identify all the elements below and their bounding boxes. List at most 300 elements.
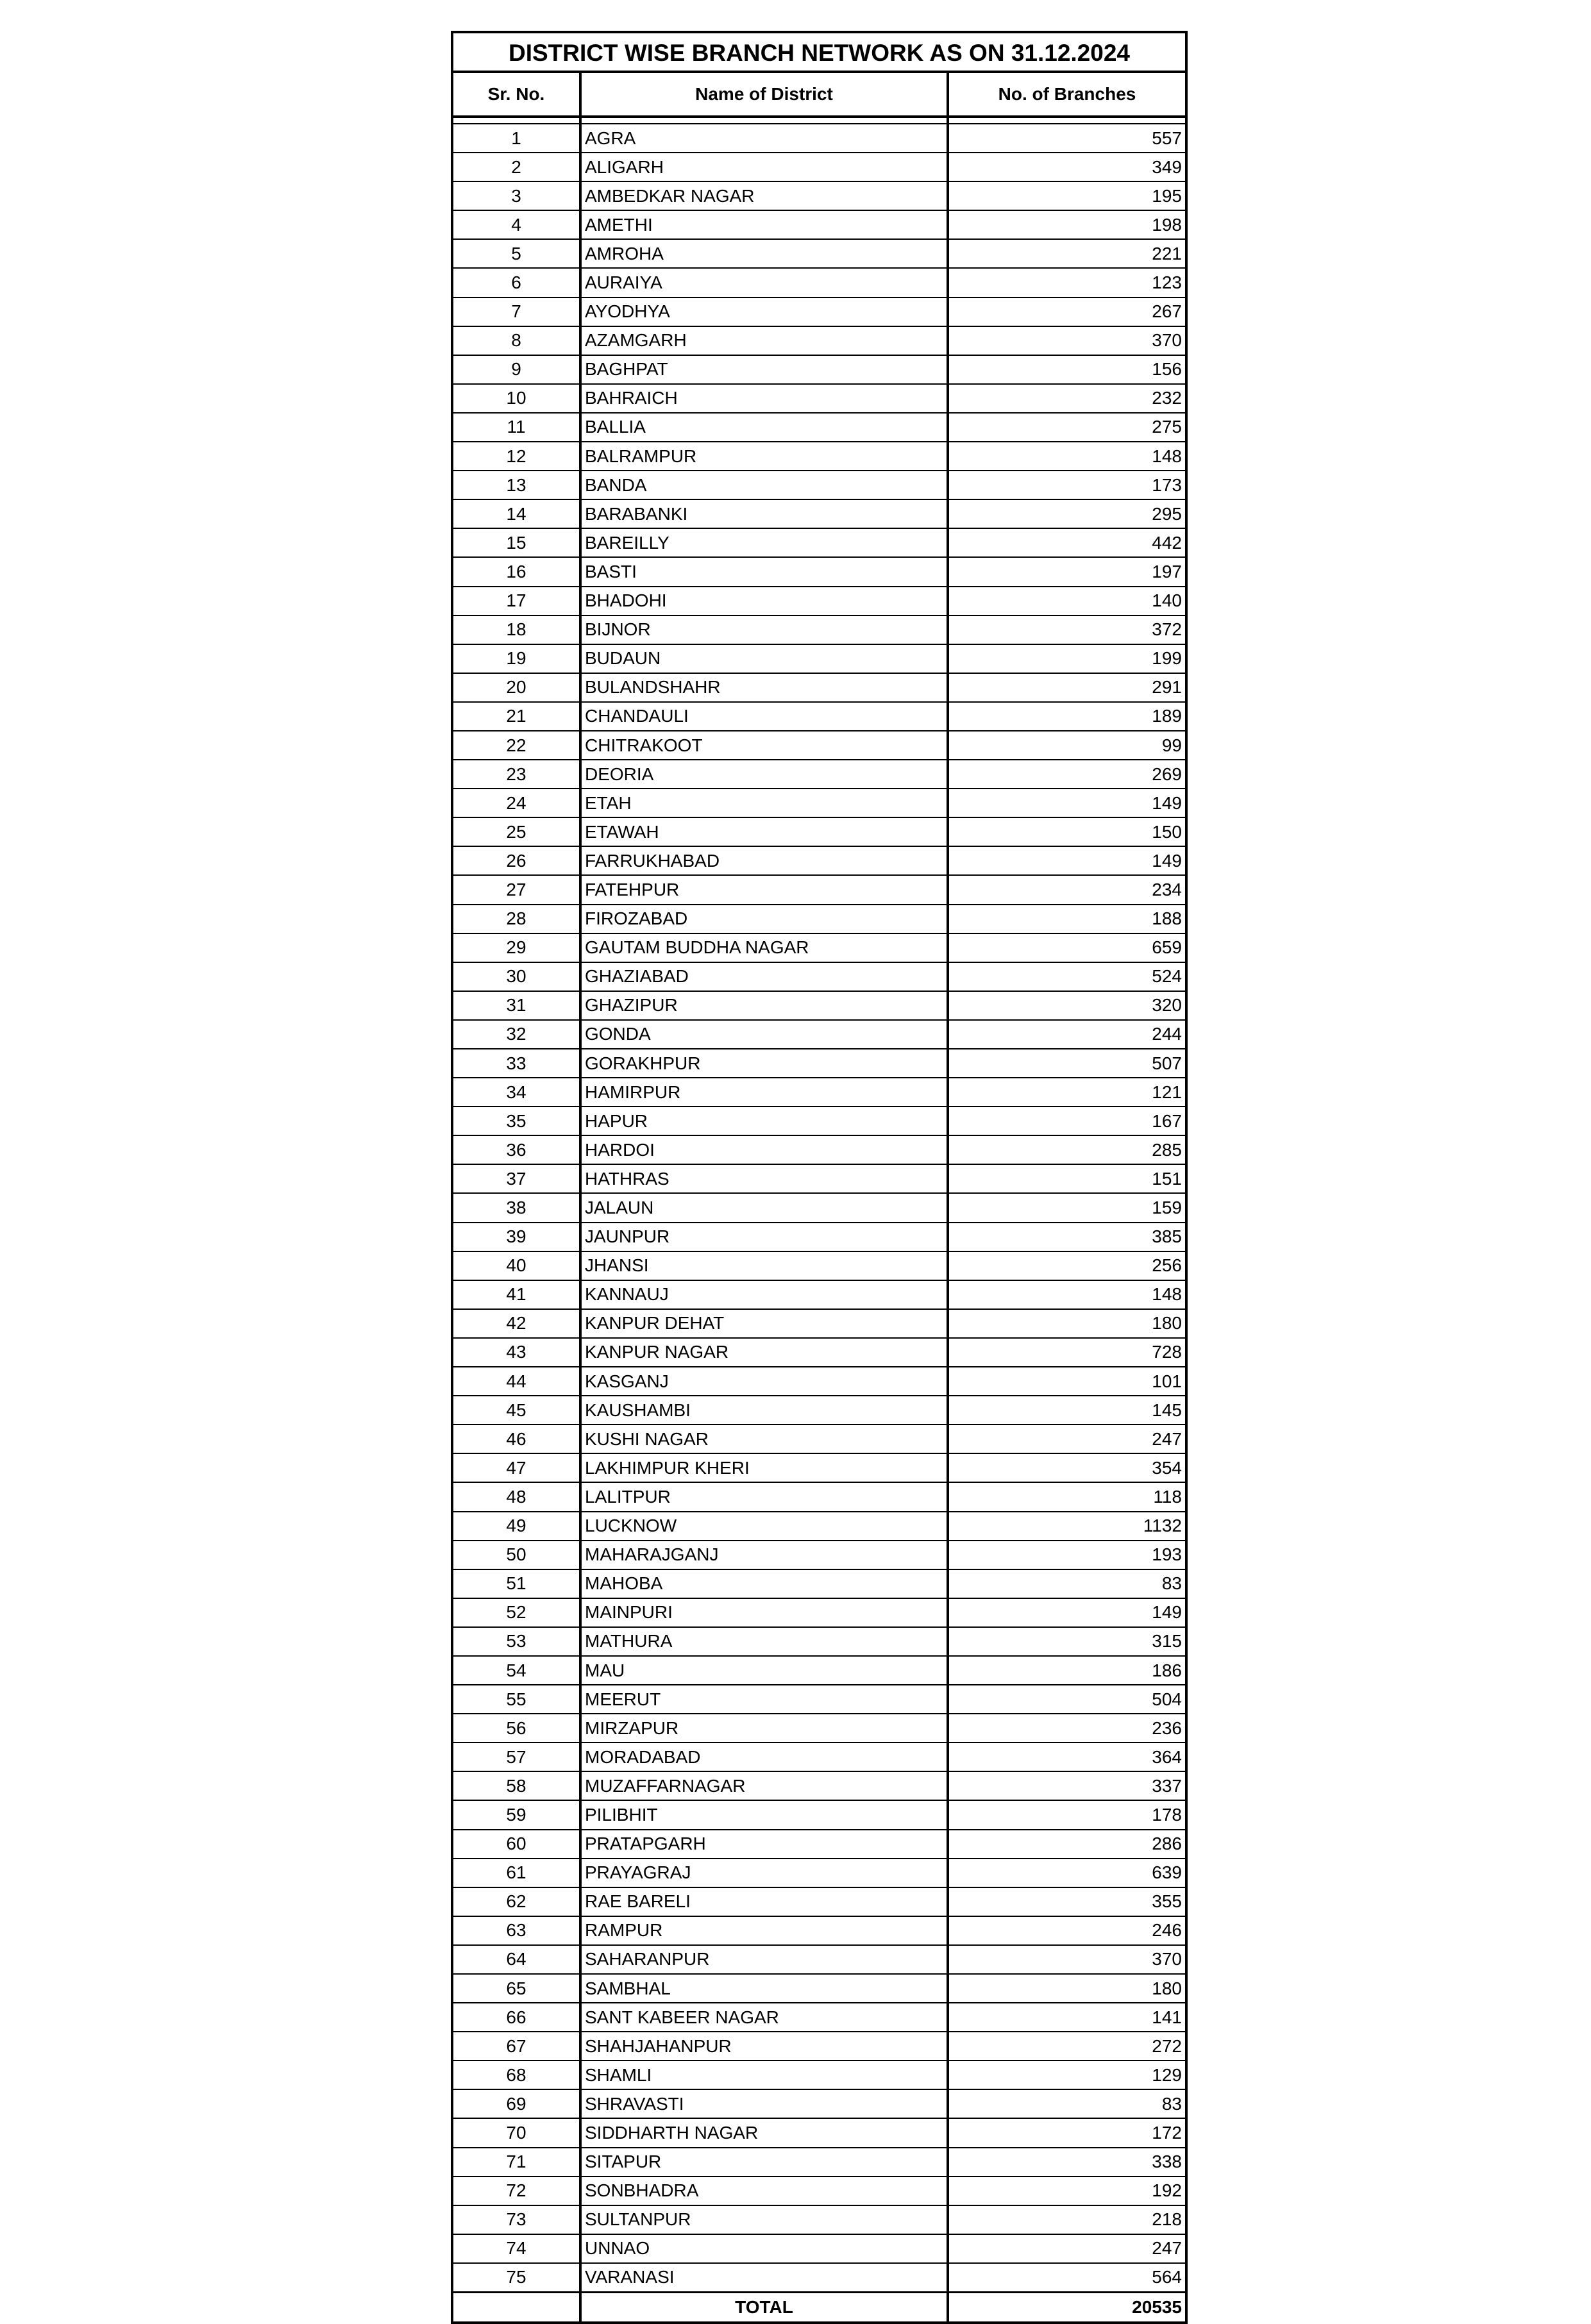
sr-no-cell: 62 bbox=[453, 1887, 580, 1916]
sr-no-cell: 26 bbox=[453, 846, 580, 875]
table-row bbox=[453, 2089, 1185, 2118]
district-name-cell: MUZAFFARNAGAR bbox=[580, 1771, 948, 1800]
district-name-cell: GONDA bbox=[580, 1020, 948, 1049]
district-name-cell: FARRUKHABAD bbox=[580, 846, 948, 875]
district-name-cell: BAHRAICH bbox=[580, 384, 948, 413]
sr-no-cell: 21 bbox=[453, 702, 580, 731]
sr-no-cell: 35 bbox=[453, 1107, 580, 1135]
sr-no-cell: 40 bbox=[453, 1251, 580, 1280]
table-row bbox=[453, 1338, 1185, 1367]
sr-no-cell: 18 bbox=[453, 615, 580, 644]
table-row bbox=[453, 1309, 1185, 1338]
table-row bbox=[453, 1135, 1185, 1164]
sr-no-cell: 25 bbox=[453, 817, 580, 846]
sr-no-cell: 39 bbox=[453, 1223, 580, 1251]
sr-no-cell: 60 bbox=[453, 1830, 580, 1859]
table-row bbox=[453, 846, 1185, 875]
district-name-cell: SHRAVASTI bbox=[580, 2089, 948, 2118]
header-row bbox=[453, 73, 1185, 117]
branch-count-cell: 285 bbox=[948, 1135, 1185, 1164]
branch-count-cell: 141 bbox=[948, 2003, 1185, 2032]
table-row bbox=[453, 2148, 1185, 2177]
sr-no-cell: 41 bbox=[453, 1280, 580, 1309]
sr-no-cell: 30 bbox=[453, 962, 580, 991]
total-label: TOTAL bbox=[580, 2293, 948, 2322]
table-row bbox=[453, 1714, 1185, 1743]
table-row bbox=[453, 1887, 1185, 1916]
district-name-cell: KANPUR DEHAT bbox=[580, 1309, 948, 1338]
branch-count-cell: 99 bbox=[948, 731, 1185, 760]
branch-count-cell: 269 bbox=[948, 760, 1185, 789]
table-row bbox=[453, 210, 1185, 239]
branch-count-cell: 320 bbox=[948, 991, 1185, 1020]
table-row bbox=[453, 268, 1185, 297]
table-row bbox=[453, 1743, 1185, 1771]
branch-count-cell: 364 bbox=[948, 1743, 1185, 1771]
district-name-cell: MAINPURI bbox=[580, 1598, 948, 1627]
sr-no-cell: 53 bbox=[453, 1627, 580, 1656]
table-row bbox=[453, 2032, 1185, 2061]
branch-count-cell: 247 bbox=[948, 2234, 1185, 2263]
district-name-cell: ETAWAH bbox=[580, 817, 948, 846]
district-name-cell: JALAUN bbox=[580, 1193, 948, 1222]
branch-count-cell: 385 bbox=[948, 1223, 1185, 1251]
table-row bbox=[453, 817, 1185, 846]
sr-no-cell: 3 bbox=[453, 181, 580, 210]
district-name-cell: MAHARAJGANJ bbox=[580, 1541, 948, 1569]
branch-count-cell: 178 bbox=[948, 1800, 1185, 1829]
table-row bbox=[453, 153, 1185, 181]
district-name-cell: SANT KABEER NAGAR bbox=[580, 2003, 948, 2032]
sr-no-cell: 46 bbox=[453, 1425, 580, 1453]
sr-no-cell: 10 bbox=[453, 384, 580, 413]
sr-no-cell: 28 bbox=[453, 905, 580, 933]
branch-count-cell: 199 bbox=[948, 644, 1185, 673]
branch-count-cell: 83 bbox=[948, 2089, 1185, 2118]
sr-no-cell: 61 bbox=[453, 1859, 580, 1887]
sr-no-cell: 38 bbox=[453, 1193, 580, 1222]
sr-no-cell: 68 bbox=[453, 2061, 580, 2089]
branch-count-cell: 267 bbox=[948, 297, 1185, 326]
district-name-cell: HAMIRPUR bbox=[580, 1078, 948, 1107]
table-row bbox=[453, 2234, 1185, 2263]
table-row bbox=[453, 1049, 1185, 1078]
district-name-cell: PILIBHIT bbox=[580, 1800, 948, 1829]
branch-count-cell: 149 bbox=[948, 1598, 1185, 1627]
table-row bbox=[453, 1280, 1185, 1309]
branch-count-cell: 232 bbox=[948, 384, 1185, 413]
district-name-cell: SAHARANPUR bbox=[580, 1945, 948, 1974]
sr-no-cell: 23 bbox=[453, 760, 580, 789]
sr-no-cell: 43 bbox=[453, 1338, 580, 1367]
table-row bbox=[453, 1945, 1185, 1974]
district-name-cell: SHAMLI bbox=[580, 2061, 948, 2089]
district-name-cell: KASGANJ bbox=[580, 1367, 948, 1396]
district-name-cell: MEERUT bbox=[580, 1685, 948, 1714]
table-row bbox=[453, 355, 1185, 384]
district-name-cell: BIJNOR bbox=[580, 615, 948, 644]
branch-count-cell: 188 bbox=[948, 905, 1185, 933]
table-row bbox=[453, 1482, 1185, 1511]
branch-count-cell: 159 bbox=[948, 1193, 1185, 1222]
table-row bbox=[453, 499, 1185, 528]
table-row bbox=[453, 2118, 1185, 2147]
district-name-cell: MIRZAPUR bbox=[580, 1714, 948, 1743]
district-name-cell: SHAHJAHANPUR bbox=[580, 2032, 948, 2061]
table-row bbox=[453, 297, 1185, 326]
table-row bbox=[453, 1251, 1185, 1280]
sr-no-cell: 37 bbox=[453, 1164, 580, 1193]
district-name-cell: AMETHI bbox=[580, 210, 948, 239]
branch-count-cell: 247 bbox=[948, 1425, 1185, 1453]
branch-count-cell: 244 bbox=[948, 1020, 1185, 1049]
district-name-cell: CHITRAKOOT bbox=[580, 731, 948, 760]
branch-count-cell: 372 bbox=[948, 615, 1185, 644]
table-row bbox=[453, 557, 1185, 586]
district-name-cell: LUCKNOW bbox=[580, 1512, 948, 1541]
district-name-cell: AMBEDKAR NAGAR bbox=[580, 181, 948, 210]
district-table bbox=[453, 73, 1185, 2321]
table-row bbox=[453, 1771, 1185, 1800]
table-row bbox=[453, 1656, 1185, 1685]
branch-count-cell: 370 bbox=[948, 326, 1185, 355]
table-row bbox=[453, 673, 1185, 702]
table-row bbox=[453, 1859, 1185, 1887]
branch-count-cell: 256 bbox=[948, 1251, 1185, 1280]
sr-no-cell: 17 bbox=[453, 587, 580, 615]
sr-no-cell: 70 bbox=[453, 2118, 580, 2147]
sr-no-cell: 49 bbox=[453, 1512, 580, 1541]
table-title: DISTRICT WISE BRANCH NETWORK AS ON 31.12.2024 bbox=[453, 33, 1185, 73]
table-row bbox=[453, 1512, 1185, 1541]
branch-count-cell: 83 bbox=[948, 1569, 1185, 1598]
table-row bbox=[453, 471, 1185, 499]
table-row bbox=[453, 442, 1185, 471]
total-row bbox=[453, 2293, 1185, 2322]
branch-count-cell: 275 bbox=[948, 413, 1185, 442]
district-name-cell: VARANASI bbox=[580, 2263, 948, 2293]
district-name-cell: BULANDSHAHR bbox=[580, 673, 948, 702]
district-name-cell: SAMBHAL bbox=[580, 1974, 948, 2003]
sr-no-cell: 13 bbox=[453, 471, 580, 499]
branch-count-cell: 149 bbox=[948, 789, 1185, 817]
branch-count-cell: 156 bbox=[948, 355, 1185, 384]
district-name-cell: BHADOHI bbox=[580, 587, 948, 615]
branch-count-cell: 639 bbox=[948, 1859, 1185, 1887]
sr-no-cell: 11 bbox=[453, 413, 580, 442]
sr-no-cell: 32 bbox=[453, 1020, 580, 1049]
district-name-cell: PRAYAGRAJ bbox=[580, 1859, 948, 1887]
district-name-cell: AURAIYA bbox=[580, 268, 948, 297]
district-name-cell: HAPUR bbox=[580, 1107, 948, 1135]
sr-no-cell: 24 bbox=[453, 789, 580, 817]
district-name-cell: BASTI bbox=[580, 557, 948, 586]
district-name-cell: FIROZABAD bbox=[580, 905, 948, 933]
table-row bbox=[453, 1425, 1185, 1453]
district-name-cell: RAE BARELI bbox=[580, 1887, 948, 1916]
branch-count-cell: 295 bbox=[948, 499, 1185, 528]
district-name-cell: ALIGARH bbox=[580, 153, 948, 181]
sr-no-cell: 22 bbox=[453, 731, 580, 760]
district-name-cell: CHANDAULI bbox=[580, 702, 948, 731]
table-row bbox=[453, 875, 1185, 904]
district-name-cell: LALITPUR bbox=[580, 1482, 948, 1511]
branch-count-cell: 173 bbox=[948, 471, 1185, 499]
branch-count-cell: 180 bbox=[948, 1974, 1185, 2003]
branch-count-cell: 148 bbox=[948, 442, 1185, 471]
district-name-cell: KANPUR NAGAR bbox=[580, 1338, 948, 1367]
table-row bbox=[453, 1107, 1185, 1135]
sr-no-cell: 51 bbox=[453, 1569, 580, 1598]
table-row bbox=[453, 1800, 1185, 1829]
district-name-cell: SONBHADRA bbox=[580, 2177, 948, 2205]
branch-count-cell: 193 bbox=[948, 1541, 1185, 1569]
branch-count-cell: 337 bbox=[948, 1771, 1185, 1800]
table-row bbox=[453, 1020, 1185, 1049]
branch-count-cell: 180 bbox=[948, 1309, 1185, 1338]
sr-no-cell: 63 bbox=[453, 1916, 580, 1945]
sr-no-cell: 4 bbox=[453, 210, 580, 239]
branch-count-cell: 167 bbox=[948, 1107, 1185, 1135]
header-district-name: Name of District bbox=[580, 73, 948, 117]
branch-count-cell: 145 bbox=[948, 1396, 1185, 1425]
sr-no-cell: 55 bbox=[453, 1685, 580, 1714]
table-row bbox=[453, 1685, 1185, 1714]
branch-count-cell: 197 bbox=[948, 557, 1185, 586]
sr-no-cell: 44 bbox=[453, 1367, 580, 1396]
table-row bbox=[453, 933, 1185, 962]
district-name-cell: MAU bbox=[580, 1656, 948, 1685]
header-sr-no: Sr. No. bbox=[453, 73, 580, 117]
sr-no-cell: 8 bbox=[453, 326, 580, 355]
table-row bbox=[453, 326, 1185, 355]
district-name-cell: AYODHYA bbox=[580, 297, 948, 326]
district-name-cell: BANDA bbox=[580, 471, 948, 499]
district-name-cell: SULTANPUR bbox=[580, 2205, 948, 2234]
table-row bbox=[453, 1193, 1185, 1222]
sr-no-cell: 15 bbox=[453, 528, 580, 557]
sr-no-cell: 34 bbox=[453, 1078, 580, 1107]
sr-no-cell: 27 bbox=[453, 875, 580, 904]
sr-no-cell: 71 bbox=[453, 2148, 580, 2177]
header-spacer-row bbox=[453, 117, 1185, 124]
table-row bbox=[453, 2177, 1185, 2205]
table-row bbox=[453, 1974, 1185, 2003]
table-row bbox=[453, 615, 1185, 644]
table-row bbox=[453, 2061, 1185, 2089]
sr-no-cell: 36 bbox=[453, 1135, 580, 1164]
table-row bbox=[453, 1569, 1185, 1598]
table-row bbox=[453, 528, 1185, 557]
sr-no-cell: 2 bbox=[453, 153, 580, 181]
district-name-cell: PRATAPGARH bbox=[580, 1830, 948, 1859]
branch-count-cell: 507 bbox=[948, 1049, 1185, 1078]
sr-no-cell: 58 bbox=[453, 1771, 580, 1800]
district-name-cell: JAUNPUR bbox=[580, 1223, 948, 1251]
branch-count-cell: 172 bbox=[948, 2118, 1185, 2147]
sr-no-cell: 64 bbox=[453, 1945, 580, 1974]
district-name-cell: RAMPUR bbox=[580, 1916, 948, 1945]
sr-no-cell: 29 bbox=[453, 933, 580, 962]
table-row bbox=[453, 991, 1185, 1020]
district-name-cell: KAUSHAMBI bbox=[580, 1396, 948, 1425]
sr-no-cell: 12 bbox=[453, 442, 580, 471]
district-name-cell: GORAKHPUR bbox=[580, 1049, 948, 1078]
branch-count-cell: 286 bbox=[948, 1830, 1185, 1859]
branch-count-cell: 291 bbox=[948, 673, 1185, 702]
district-name-cell: KANNAUJ bbox=[580, 1280, 948, 1309]
branch-count-cell: 221 bbox=[948, 239, 1185, 268]
table-row bbox=[453, 2003, 1185, 2032]
table-row bbox=[453, 1830, 1185, 1859]
branch-count-cell: 504 bbox=[948, 1685, 1185, 1714]
district-name-cell: BALRAMPUR bbox=[580, 442, 948, 471]
sr-no-cell: 5 bbox=[453, 239, 580, 268]
total-sr-cell bbox=[453, 2293, 580, 2322]
branch-count-cell: 148 bbox=[948, 1280, 1185, 1309]
sr-no-cell: 69 bbox=[453, 2089, 580, 2118]
district-name-cell: SITAPUR bbox=[580, 2148, 948, 2177]
branch-count-cell: 118 bbox=[948, 1482, 1185, 1511]
table-row bbox=[453, 760, 1185, 789]
table-row bbox=[453, 702, 1185, 731]
sr-no-cell: 75 bbox=[453, 2263, 580, 2293]
district-name-cell: BALLIA bbox=[580, 413, 948, 442]
sr-no-cell: 14 bbox=[453, 499, 580, 528]
branch-count-cell: 354 bbox=[948, 1453, 1185, 1482]
branch-count-cell: 149 bbox=[948, 846, 1185, 875]
table-row bbox=[453, 1078, 1185, 1107]
sr-no-cell: 19 bbox=[453, 644, 580, 673]
sr-no-cell: 54 bbox=[453, 1656, 580, 1685]
branch-count-cell: 355 bbox=[948, 1887, 1185, 1916]
district-name-cell: MATHURA bbox=[580, 1627, 948, 1656]
district-name-cell: HATHRAS bbox=[580, 1164, 948, 1193]
district-name-cell: FATEHPUR bbox=[580, 875, 948, 904]
district-name-cell: MAHOBA bbox=[580, 1569, 948, 1598]
district-name-cell: KUSHI NAGAR bbox=[580, 1425, 948, 1453]
branch-count-cell: 659 bbox=[948, 933, 1185, 962]
table-row bbox=[453, 124, 1185, 153]
district-name-cell: GAUTAM BUDDHA NAGAR bbox=[580, 933, 948, 962]
sr-no-cell: 74 bbox=[453, 2234, 580, 2263]
sr-no-cell: 42 bbox=[453, 1309, 580, 1338]
district-name-cell: LAKHIMPUR KHERI bbox=[580, 1453, 948, 1482]
sr-no-cell: 56 bbox=[453, 1714, 580, 1743]
district-name-cell: GHAZIPUR bbox=[580, 991, 948, 1020]
district-name-cell: MORADABAD bbox=[580, 1743, 948, 1771]
district-name-cell: SIDDHARTH NAGAR bbox=[580, 2118, 948, 2147]
table-row bbox=[453, 239, 1185, 268]
table-row bbox=[453, 1541, 1185, 1569]
total-value: 20535 bbox=[948, 2293, 1185, 2322]
branch-count-cell: 370 bbox=[948, 1945, 1185, 1974]
table-row bbox=[453, 1453, 1185, 1482]
table-row bbox=[453, 413, 1185, 442]
district-name-cell: BAREILLY bbox=[580, 528, 948, 557]
branch-count-cell: 189 bbox=[948, 702, 1185, 731]
table-row bbox=[453, 905, 1185, 933]
branch-count-cell: 121 bbox=[948, 1078, 1185, 1107]
branch-count-cell: 192 bbox=[948, 2177, 1185, 2205]
sr-no-cell: 16 bbox=[453, 557, 580, 586]
branch-count-cell: 564 bbox=[948, 2263, 1185, 2293]
branch-count-cell: 728 bbox=[948, 1338, 1185, 1367]
district-name-cell: UNNAO bbox=[580, 2234, 948, 2263]
sr-no-cell: 73 bbox=[453, 2205, 580, 2234]
branch-count-cell: 315 bbox=[948, 1627, 1185, 1656]
district-name-cell: DEORIA bbox=[580, 760, 948, 789]
branch-count-cell: 246 bbox=[948, 1916, 1185, 1945]
branch-count-cell: 151 bbox=[948, 1164, 1185, 1193]
table-row bbox=[453, 1916, 1185, 1945]
district-name-cell: GHAZIABAD bbox=[580, 962, 948, 991]
table-row bbox=[453, 384, 1185, 413]
sr-no-cell: 6 bbox=[453, 268, 580, 297]
branch-count-cell: 349 bbox=[948, 153, 1185, 181]
sr-no-cell: 65 bbox=[453, 1974, 580, 2003]
district-name-cell: BAGHPAT bbox=[580, 355, 948, 384]
sr-no-cell: 20 bbox=[453, 673, 580, 702]
branch-count-cell: 338 bbox=[948, 2148, 1185, 2177]
branch-count-cell: 272 bbox=[948, 2032, 1185, 2061]
branch-count-cell: 123 bbox=[948, 268, 1185, 297]
sr-no-cell: 52 bbox=[453, 1598, 580, 1627]
branch-count-cell: 236 bbox=[948, 1714, 1185, 1743]
sr-no-cell: 1 bbox=[453, 124, 580, 153]
district-name-cell: AMROHA bbox=[580, 239, 948, 268]
branch-count-cell: 1132 bbox=[948, 1512, 1185, 1541]
table-row bbox=[453, 2263, 1185, 2293]
table-row bbox=[453, 644, 1185, 673]
table-row bbox=[453, 1627, 1185, 1656]
table-row bbox=[453, 181, 1185, 210]
branch-count-cell: 150 bbox=[948, 817, 1185, 846]
table-row bbox=[453, 1164, 1185, 1193]
sr-no-cell: 72 bbox=[453, 2177, 580, 2205]
sr-no-cell: 59 bbox=[453, 1800, 580, 1829]
branch-count-cell: 234 bbox=[948, 875, 1185, 904]
branch-count-cell: 186 bbox=[948, 1656, 1185, 1685]
branch-count-cell: 129 bbox=[948, 2061, 1185, 2089]
district-name-cell: ETAH bbox=[580, 789, 948, 817]
table-row bbox=[453, 1396, 1185, 1425]
sr-no-cell: 45 bbox=[453, 1396, 580, 1425]
district-name-cell: AGRA bbox=[580, 124, 948, 153]
district-name-cell: AZAMGARH bbox=[580, 326, 948, 355]
branch-network-table bbox=[451, 31, 1188, 2324]
branch-count-cell: 524 bbox=[948, 962, 1185, 991]
sr-no-cell: 67 bbox=[453, 2032, 580, 2061]
branch-count-cell: 140 bbox=[948, 587, 1185, 615]
branch-count-cell: 195 bbox=[948, 181, 1185, 210]
branch-count-cell: 442 bbox=[948, 528, 1185, 557]
branch-count-cell: 198 bbox=[948, 210, 1185, 239]
sr-no-cell: 7 bbox=[453, 297, 580, 326]
sr-no-cell: 31 bbox=[453, 991, 580, 1020]
sr-no-cell: 47 bbox=[453, 1453, 580, 1482]
table-row bbox=[453, 962, 1185, 991]
sr-no-cell: 9 bbox=[453, 355, 580, 384]
header-branch-count: No. of Branches bbox=[948, 73, 1185, 117]
table-row bbox=[453, 731, 1185, 760]
sr-no-cell: 57 bbox=[453, 1743, 580, 1771]
district-name-cell: JHANSI bbox=[580, 1251, 948, 1280]
district-name-cell: HARDOI bbox=[580, 1135, 948, 1164]
district-name-cell: BUDAUN bbox=[580, 644, 948, 673]
table-row bbox=[453, 789, 1185, 817]
table-row bbox=[453, 1223, 1185, 1251]
